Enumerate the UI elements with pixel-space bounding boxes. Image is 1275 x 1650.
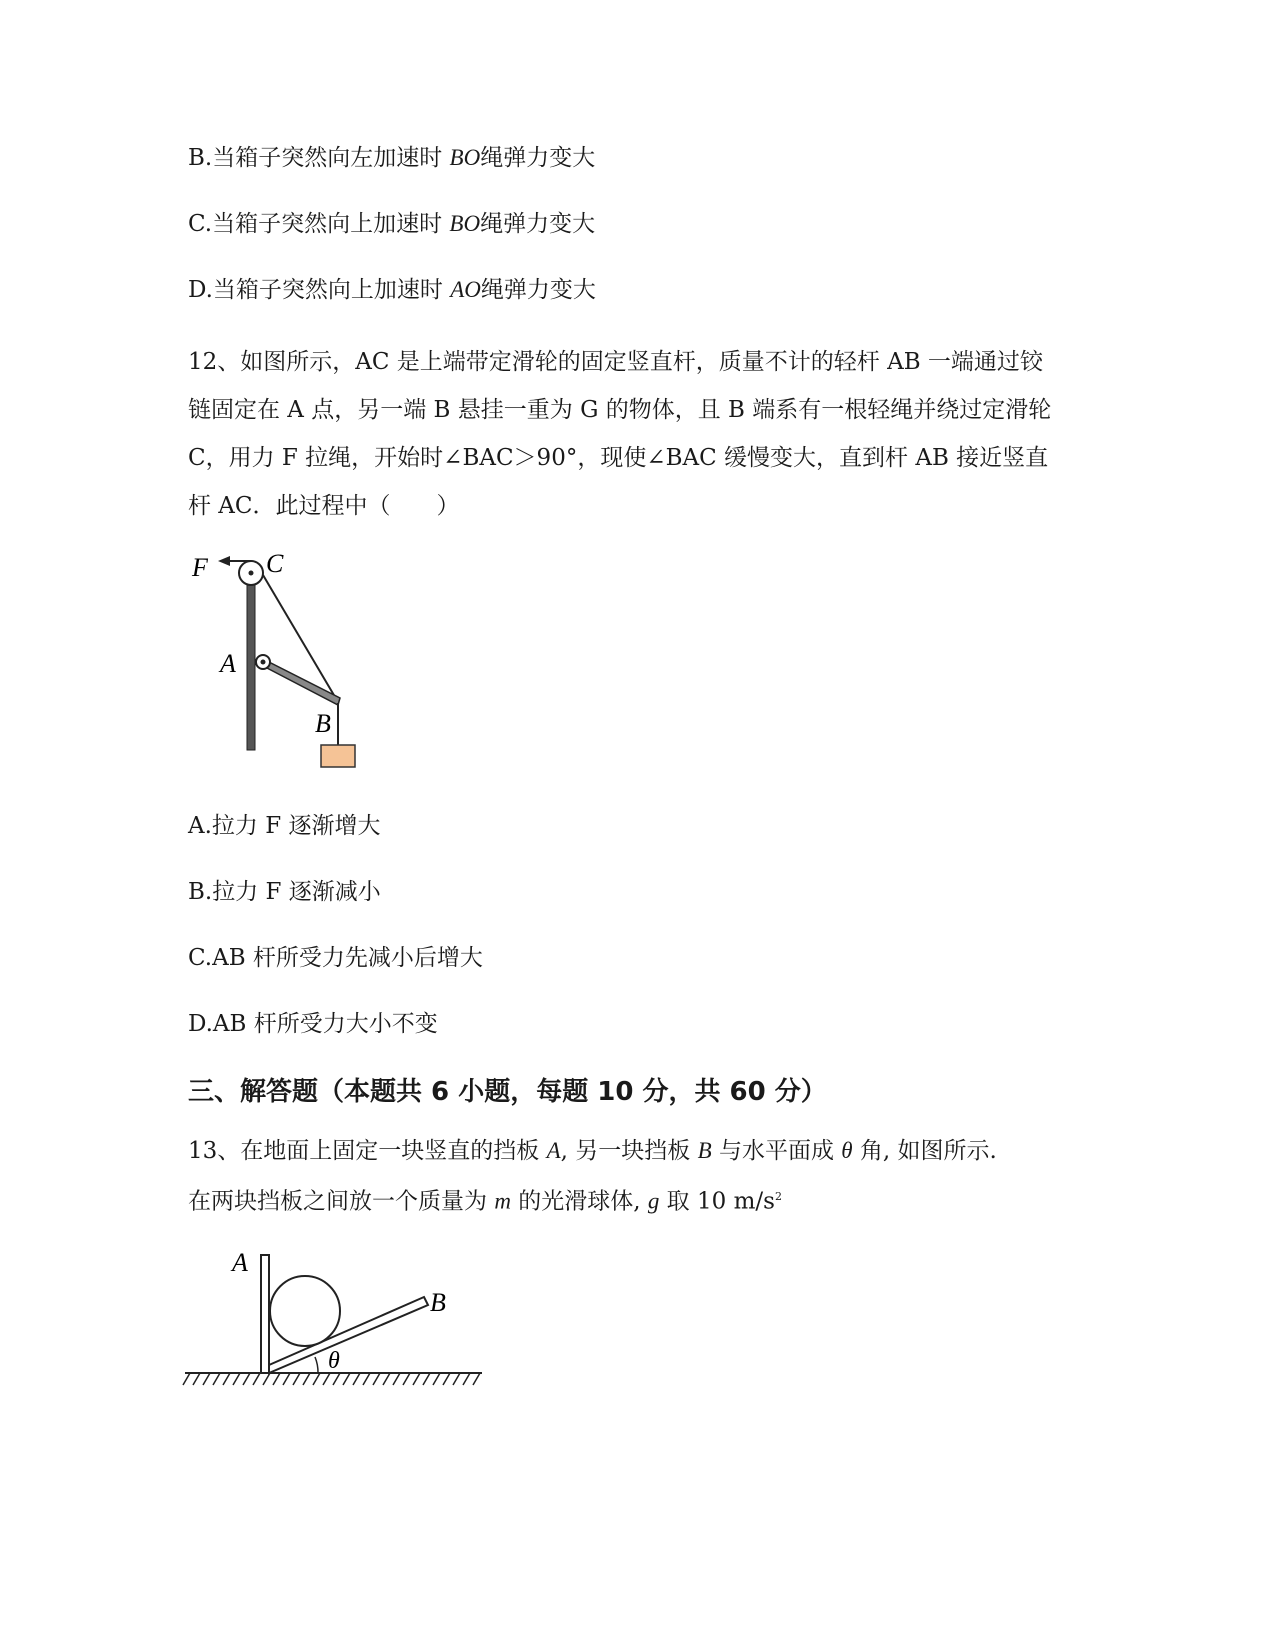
q12-stem-line: 12、如图所示，AC 是上端带定滑轮的固定竖直杆，质量不计的轻杆 AB 一端通过铰 (188, 349, 1043, 375)
q12-stem-line: C，用力 F 拉绳，开始时∠BAC＞90°，现使∠BAC 缓慢变大，直到杆 AB 接近竖直 (188, 445, 1049, 471)
hinge-a-pin (261, 660, 266, 665)
q12-option-b: B.拉力 F 逐渐减小 (188, 879, 381, 905)
q12-stem-line: 链固定在 A 点，另一端 B 悬挂一重为 G 的物体，且 B 端系有一根轻绳并绕过定滑轮 (188, 397, 1052, 423)
weight-block (321, 745, 355, 767)
q13-stem-line-2: 在两块挡板之间放一个质量为 m 的光滑球体, g 取 10 $m/s^2$ (188, 1188, 782, 1215)
label-b: B (315, 709, 331, 738)
label-c: C (266, 549, 284, 578)
angle-arc (315, 1357, 318, 1373)
q12-option-d: D.AB 杆所受力大小不变 (188, 1011, 438, 1037)
q13-stem-line-1: 13、在地面上固定一块竖直的挡板 A, 另一块挡板 B 与水平面成 θ 角, 如图所示. (188, 1138, 997, 1164)
q13-figure (180, 1245, 500, 1395)
light-rod-ab (261, 658, 340, 705)
q11-option-b: B.当箱子突然向左加速时 BO绳弹力变大 (188, 145, 596, 171)
label-b: B (430, 1288, 446, 1317)
board-a (261, 1255, 269, 1373)
q11-option-c: C.当箱子突然向上加速时 BO绳弹力变大 (188, 211, 596, 237)
force-arrow (218, 556, 230, 566)
q11-option-d: D.当箱子突然向上加速时 AO绳弹力变大 (188, 277, 596, 303)
section-heading: 三、解答题（本题共 6 小题，每题 10 分，共 60 分） (188, 1077, 827, 1107)
ground-hatching (183, 1373, 480, 1385)
q12-stem (188, 338, 1088, 530)
q12-option-a: A.拉力 F 逐渐增大 (188, 813, 381, 839)
label-a: A (232, 1248, 248, 1277)
q12-option-c: C.AB 杆所受力先减小后增大 (188, 945, 483, 971)
ball (270, 1276, 340, 1346)
q12-stem-line: 杆 AC．此过程中（ ） (188, 493, 460, 519)
pulley-axle (249, 571, 254, 576)
label-theta: θ (328, 1348, 340, 1374)
q12-figure (180, 540, 390, 785)
label-a: A (220, 649, 236, 678)
vertical-rod-ac (247, 577, 255, 750)
label-f: F (192, 553, 208, 582)
